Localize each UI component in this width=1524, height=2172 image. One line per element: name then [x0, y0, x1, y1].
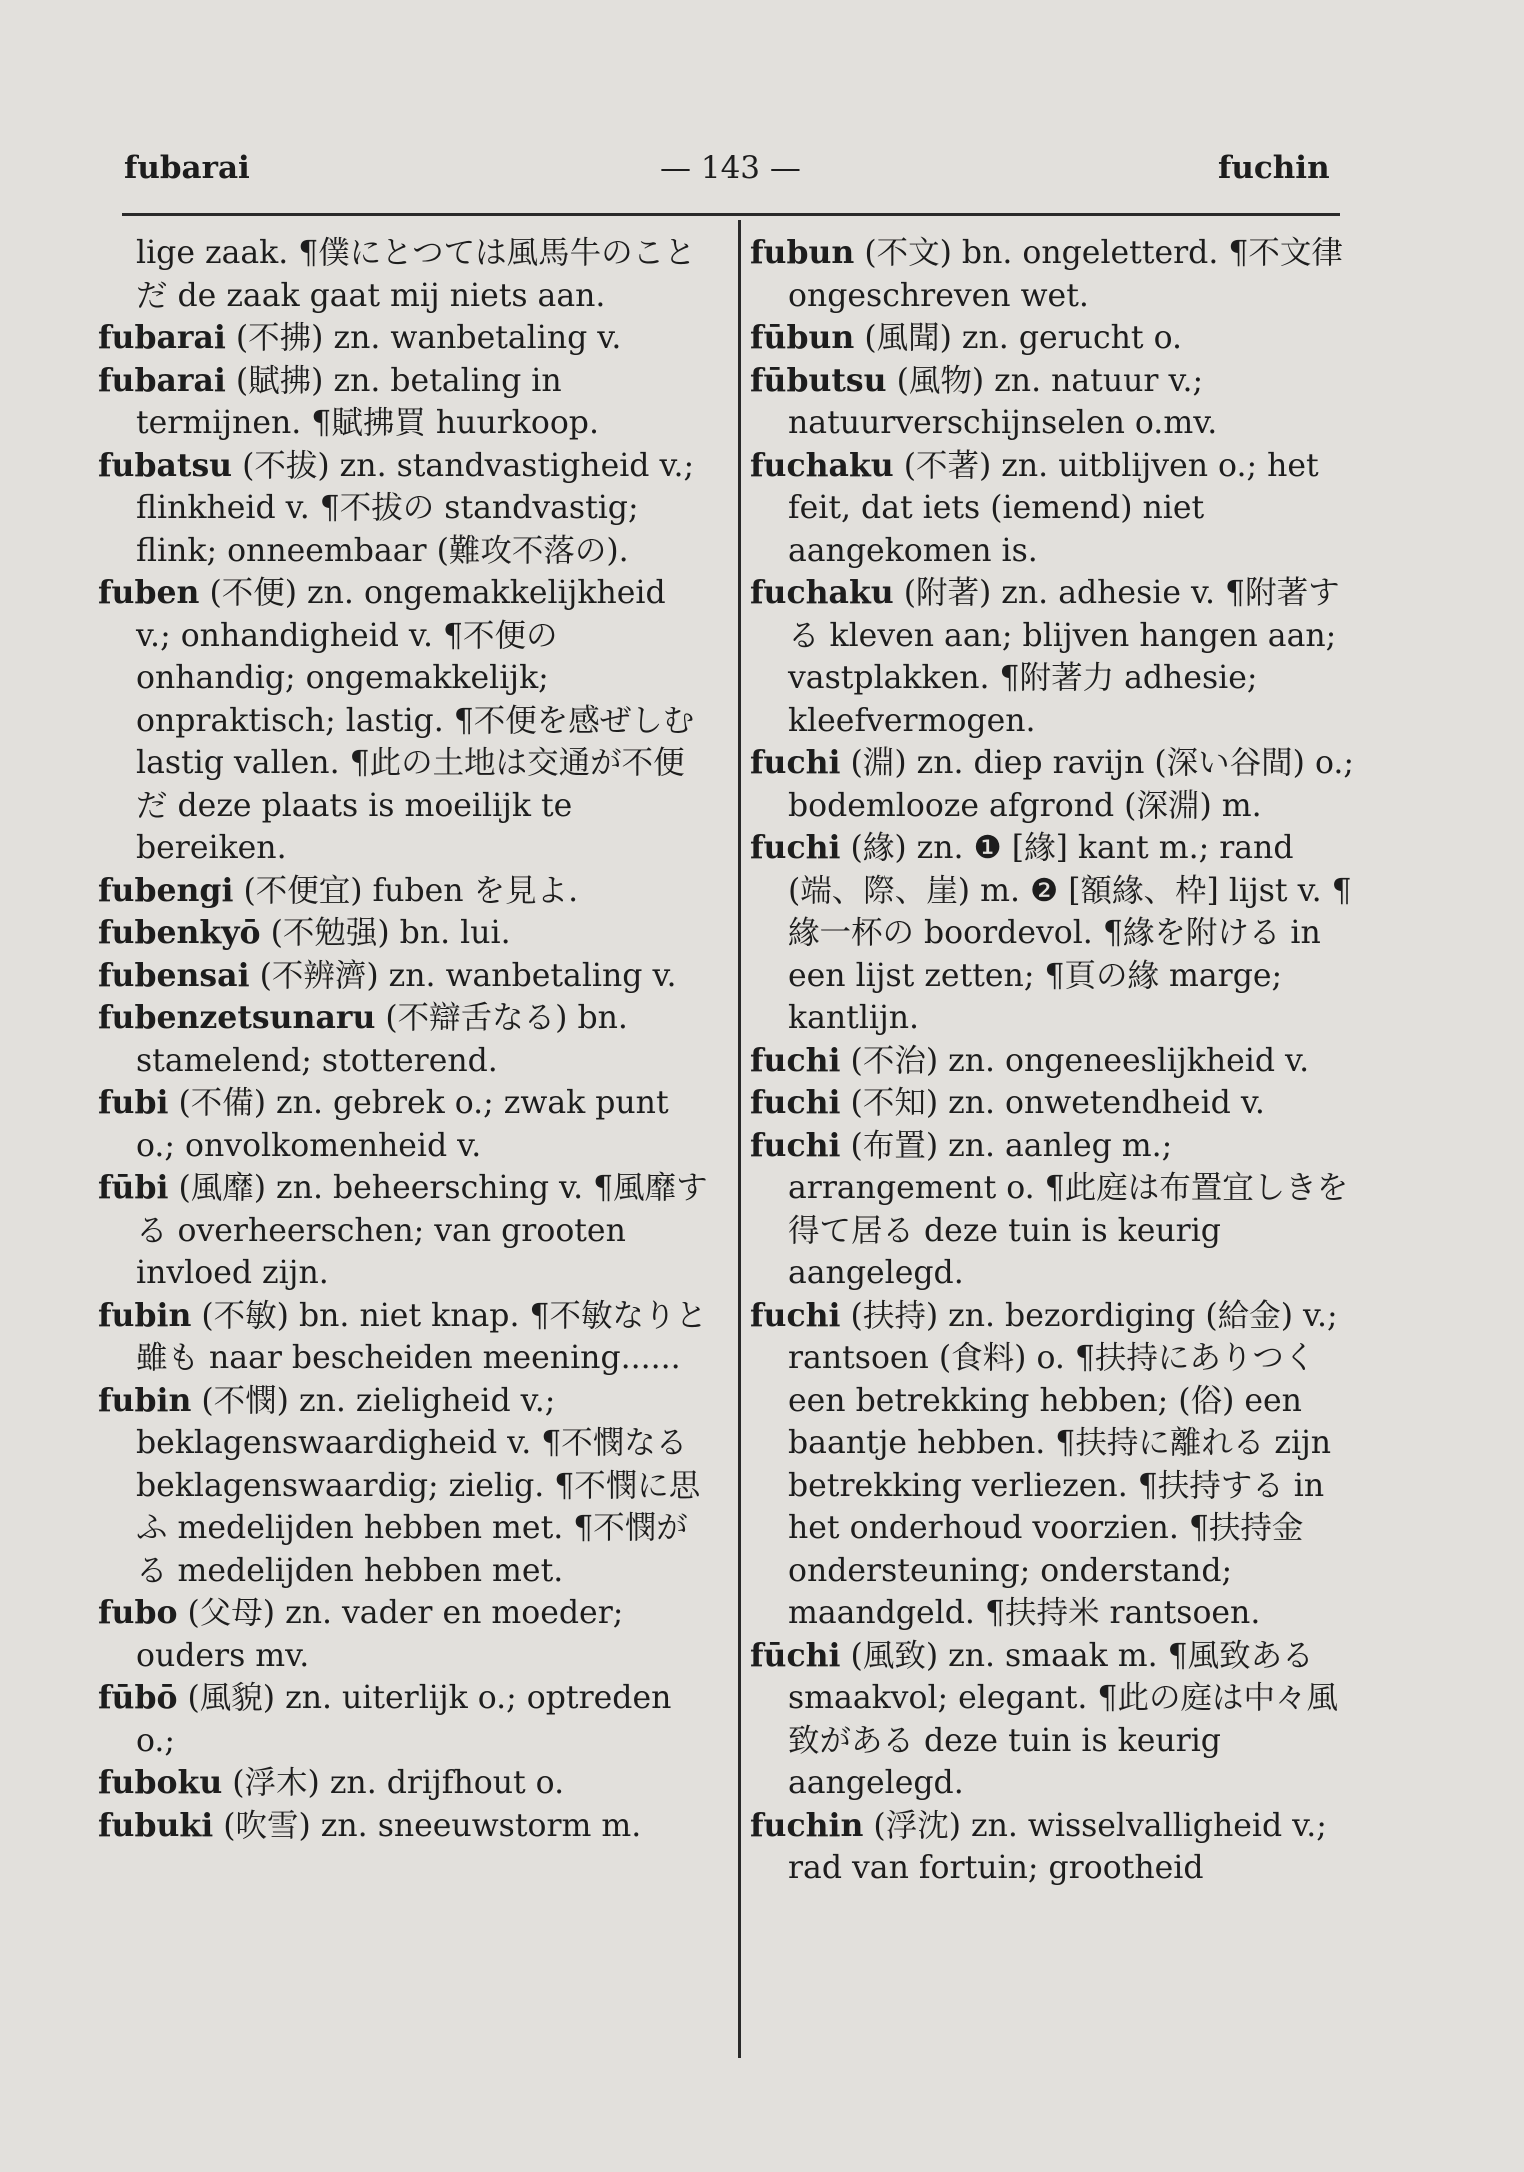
dictionary-entry: [750, 572, 1360, 742]
dictionary-entry: [750, 1040, 1360, 1083]
entry-definition: (不知) zn. onwetendheid v.: [850, 1085, 1265, 1121]
entry-definition: (不勉强) bn. lui.: [270, 915, 511, 951]
dictionary-entry: [98, 1380, 708, 1593]
dictionary-entry: [750, 1295, 1360, 1635]
entry-headword: fuchi: [750, 1084, 841, 1121]
entry-definition: (不憫) zn. zieligheid v.; beklagenswaardigheid v. ¶不憫なる beklagenswaardig; zielig. ¶不憫に思ふ medelijden hebben met. ¶不憫がる medelijden hebben met.: [136, 1382, 701, 1589]
entry-headword: fubo: [98, 1594, 178, 1631]
entry-headword: fubun: [750, 234, 855, 271]
entry-headword: fubi: [98, 1084, 169, 1121]
dictionary-entry: [750, 1082, 1360, 1125]
entry-definition: (不辯舌なる) bn. stamelend; stotterend.: [136, 1000, 628, 1079]
running-head-left: fubarai: [124, 150, 250, 186]
entry-definition: (風物) zn. natuur v.; natuurverschijnselen o.mv.: [788, 362, 1218, 441]
dictionary-entry: [750, 1635, 1360, 1805]
dictionary-entry: [98, 360, 708, 445]
dictionary-entry: [98, 1677, 708, 1762]
entry-definition: (扶持) zn. bezordiging (給金) v.; rantsoen (食料) o. ¶扶持にありつく een betrekking hebben; (俗) een baantje hebben. ¶扶持に離れる zijn betrekking verliezen. ¶扶持する in het onderhoud voorzien. ¶扶持金 ondersteuning; onderstand; maandgeld. ¶扶持米 rantsoen.: [788, 1297, 1338, 1631]
dictionary-entry: [750, 1125, 1360, 1295]
dictionary-entry: [750, 1805, 1360, 1890]
entry-headword: fubenzetsunaru: [98, 999, 376, 1036]
dictionary-entry: [98, 1082, 708, 1167]
entry-definition: (不拂) zn. wanbetaling v.: [235, 320, 622, 356]
entry-definition: (不辨濟) zn. wanbetaling v.: [259, 957, 677, 994]
entry-definition: (賦拂) zn. betaling in termijnen. ¶賦拂買 huurkoop.: [136, 362, 599, 441]
entry-definition: (父母) zn. vader en moeder; ouders mv.: [136, 1595, 624, 1674]
entry-definition: (浮木) zn. drijfhout o.: [232, 1765, 565, 1801]
entry-headword: fūbun: [750, 319, 855, 356]
left-column: [98, 232, 708, 1847]
entry-definition: (風致) zn. smaak m. ¶風致ある smaakvol; elegant. ¶此の庭は中々風致がある deze tuin is keurig aangelegd.: [788, 1637, 1338, 1801]
dictionary-entry: [750, 317, 1360, 360]
entry-definition: lige zaak. ¶僕にとつては風馬牛のことだ de zaak gaat mij niets aan.: [136, 235, 696, 314]
dictionary-entry: [98, 1295, 708, 1380]
dictionary-entry: [98, 870, 708, 913]
entry-headword: fubensai: [98, 956, 250, 994]
entry-definition: (不敏) bn. niet knap. ¶不敏なりと雖も naar bescheiden meening......: [136, 1297, 708, 1376]
entry-definition: (風聞) zn. gerucht o.: [864, 320, 1182, 356]
entry-headword: fuchi: [750, 829, 841, 866]
entry-headword: fubenkyō: [98, 914, 261, 951]
dictionary-entry: [750, 360, 1360, 445]
dictionary-entry: [98, 955, 708, 998]
entry-definition: (不拔) zn. standvastigheid v.; flinkheid v. ¶不拔の standvastig; flink; onneembaar (難攻不落の).: [136, 447, 695, 569]
entry-definition: (風靡) zn. beheersching v. ¶風靡する overheerschen; van grooten invloed zijn.: [136, 1170, 708, 1291]
entry-definition: (不便宜) fuben を見よ.: [243, 872, 579, 909]
dictionary-entry: [750, 445, 1360, 573]
dictionary-entry: [750, 827, 1360, 1040]
entry-definition: (布置) zn. aanleg m.; arrangement o. ¶此庭は布置宜しきを得て居る deze tuin is keurig aangelegd.: [788, 1127, 1349, 1291]
dictionary-entry: [98, 1167, 708, 1295]
entry-definition: (不備) zn. gebrek o.; zwak punt o.; onvolkomenheid v.: [136, 1085, 669, 1164]
running-head-right: fuchin: [1218, 150, 1330, 186]
entry-definition: (吹雪) zn. sneeuwstorm m.: [223, 1807, 642, 1844]
entry-headword: fubin: [98, 1296, 192, 1334]
entry-headword: fuchin: [750, 1806, 864, 1844]
entry-definition: (緣) zn. ❶ [緣] kant m.; rand (端、際、崖) m. ❷ [額緣、枠] lijst v. ¶緣一杯の boordevol. ¶緣を附ける in een lijst zetten; ¶頁の緣 marge; kantlijn.: [788, 830, 1352, 1036]
dictionary-entry: [98, 572, 708, 870]
entry-headword: fuchi: [750, 1126, 841, 1164]
entry-headword: fuchi: [750, 1041, 841, 1079]
dictionary-entry: [98, 1592, 708, 1677]
entry-headword: fuchi: [750, 1296, 841, 1334]
entry-headword: fūchi: [750, 1636, 841, 1674]
entry-headword: fūbi: [98, 1169, 169, 1206]
entry-headword: fuben: [98, 574, 200, 611]
entry-headword: fubengi: [98, 871, 234, 909]
dictionary-entry: [98, 317, 708, 360]
entry-headword: fubarai: [98, 361, 226, 399]
entry-definition: (風貌) zn. uiterlijk o.; optreden o.;: [136, 1680, 672, 1759]
entry-definition: (浮沈) zn. wisselvalligheid v.; rad van fortuin; grootheid: [788, 1807, 1327, 1886]
header-rule: [122, 213, 1340, 216]
entry-headword: fuchaku: [750, 446, 894, 484]
entry-definition: (不便) zn. ongemakkelijkheid v.; onhandigheid v. ¶不便の onhandig; ongemakkelijk; onpraktisch; lastig. ¶不便を感ぜしむ lastig vallen. ¶此の土地は交通が不便だ deze plaats is moeilijk te bereiken.: [136, 575, 695, 866]
right-column: [750, 232, 1360, 1890]
entry-headword: fuchi: [750, 744, 841, 781]
entry-definition: (不文) bn. ongeletterd. ¶不文律 ongeschreven wet.: [788, 235, 1343, 314]
entry-headword: fūbō: [98, 1679, 178, 1716]
entry-headword: fuchaku: [750, 574, 894, 611]
entry-headword: fubin: [98, 1381, 192, 1419]
dictionary-entry: [750, 742, 1360, 827]
page-number: — 143 —: [660, 150, 801, 186]
entry-definition: (淵) zn. diep ravijn (深い谷間) o.; bodemlooze afgrond (深淵) m.: [788, 745, 1354, 824]
entry-headword: fūbutsu: [750, 361, 887, 399]
dictionary-entry: [98, 1762, 708, 1805]
entry-headword: fubatsu: [98, 446, 233, 484]
entry-headword: fubuki: [98, 1806, 214, 1844]
entry-headword: fuboku: [98, 1764, 223, 1801]
entry-headword: fubarai: [98, 319, 226, 356]
dictionary-entry: [98, 232, 708, 317]
entry-definition: (不治) zn. ongeneeslijkheid v.: [850, 1042, 1310, 1079]
dictionary-entry: [98, 445, 708, 573]
dictionary-entry: [750, 232, 1360, 317]
column-divider: [738, 220, 741, 2058]
entry-definition: (附著) zn. adhesie v. ¶附著する kleven aan; blijven hangen aan; vastplakken. ¶附著力 adhesie; kleefvermogen.: [788, 575, 1340, 739]
dictionary-entry: [98, 997, 708, 1082]
entry-definition: (不著) zn. uitblijven o.; het feit, dat iets (iemend) niet aangekomen is.: [788, 447, 1319, 569]
dictionary-entry: [98, 912, 708, 955]
dictionary-entry: [98, 1805, 708, 1848]
